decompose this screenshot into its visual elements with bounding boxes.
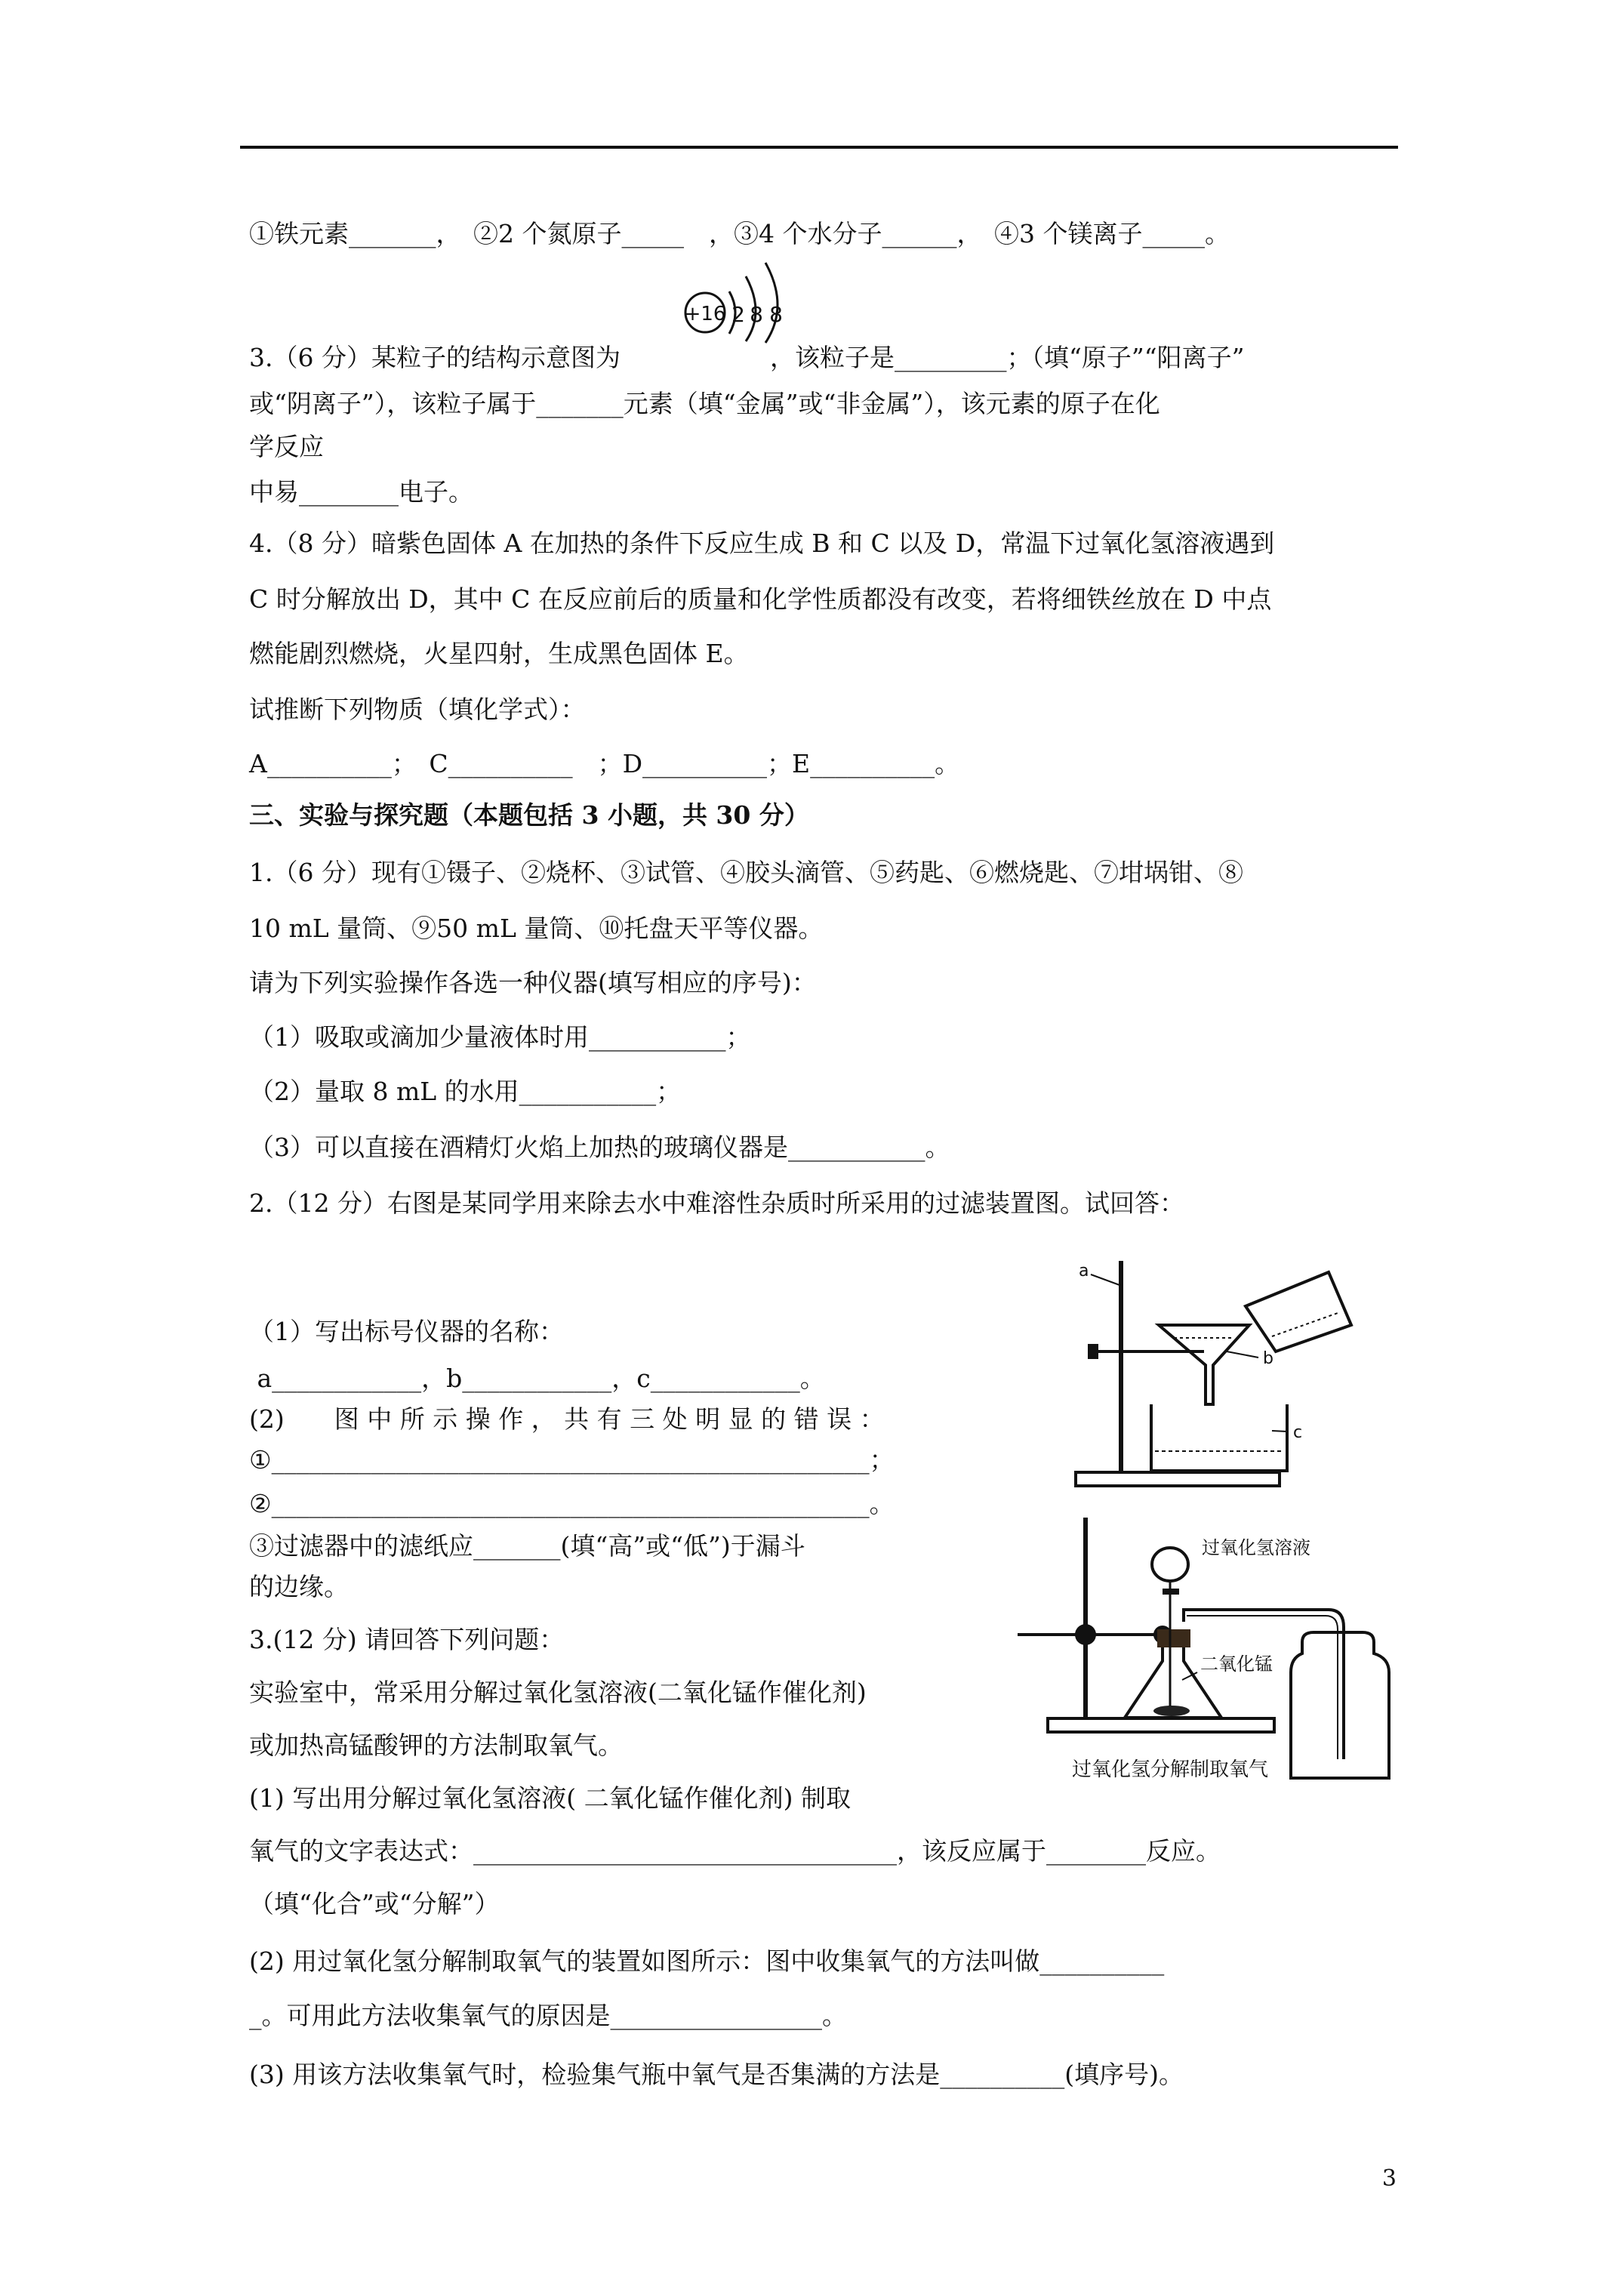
- beaker: [1151, 1404, 1287, 1471]
- s3-q3-a2: 氧气的文字表达式：__________________________________，该反应属于________反应。: [249, 1836, 1221, 1866]
- q3-line-3: 学反应: [249, 432, 324, 461]
- s3-q2-a: （1）写出标号仪器的名称：: [249, 1317, 564, 1346]
- q3-line-2: 或“阴离子”），该粒子属于_______元素（填“金属”或“非金属”），该元素的原子在化: [249, 389, 1160, 418]
- s3-q1-line-1: 1.（6 分）现有①镊子、②烧杯、③试管、④胶头滴管、⑤药匙、⑥燃烧匙、⑦坩埚钳、⑧: [249, 858, 1243, 887]
- s3-q3-line-3: 或加热高锰酸钾的方法制取氧气。: [249, 1730, 623, 1760]
- clamp-knob: [1088, 1344, 1098, 1359]
- s3-q2-b: (2) 图 中 所 示 操 作 ， 共 有 三 处 明 显 的 错 误 ：: [249, 1404, 885, 1434]
- delivery-tube-inner: [1187, 1616, 1338, 1759]
- label-mno2: 二氧化锰: [1200, 1653, 1273, 1675]
- stand-base: [1076, 1472, 1280, 1486]
- s3-q1-a: （1）吸取或滴加少量液体时用___________；: [249, 1022, 751, 1052]
- pouring-beaker: [1246, 1272, 1351, 1351]
- gas-collecting-bottle: [1291, 1632, 1389, 1778]
- s3-q3-line-1: 3.(12 分) 请回答下列问题：: [249, 1625, 565, 1654]
- section3-title: 三、实验与探究题（本题包括 3 小题，共 30 分）: [249, 800, 809, 830]
- stand-base: [1048, 1718, 1274, 1732]
- q4-line-1: 4.（8 分）暗紫色固体 A 在加热的条件下反应生成 B 和 C 以及 D，常温下过氧化氢溶液遇到: [249, 529, 1275, 558]
- s3-q1-c: （3）可以直接在酒精灯火焰上加热的玻璃仪器是___________。: [249, 1133, 950, 1162]
- q4-line-2: C 时分解放出 D，其中 C 在反应前后的质量和化学性质都没有改变，若将细铁丝放在 D 中点: [249, 584, 1272, 614]
- page-number: 3: [1381, 2165, 1397, 2192]
- label-b: b: [1263, 1349, 1273, 1368]
- label-h2o2: 过氧化氢溶液: [1202, 1537, 1310, 1558]
- s3-q2-b2: ②________________________________________________。: [249, 1489, 895, 1518]
- header-rule: [240, 146, 1398, 149]
- label-b-leader: [1227, 1351, 1258, 1358]
- filtration-apparatus-figure: [1046, 1253, 1363, 1502]
- s3-q1-line-2: 10 mL 量筒、⑨50 mL 量筒、⑩托盘天平等仪器。: [249, 914, 824, 943]
- s3-q1-line-3: 请为下列实验操作各选一种仪器(填写相应的序号)：: [249, 968, 817, 997]
- s3-q2-b4: 的边缘。: [249, 1572, 349, 1601]
- s3-q3-a3: （填“化合”或“分解”）: [249, 1889, 500, 1918]
- flask-stopper: [1157, 1629, 1190, 1647]
- q2-chem-symbols-line: ①铁元素_______， ②2 个氮原子_____ ，③4 个水分子______， ④3 个镁离子_____。: [249, 219, 1230, 248]
- atom-structure-diagram: [682, 254, 811, 344]
- s3-q2-a-blanks: a____________，b____________，c____________。: [249, 1364, 825, 1393]
- nucleus-charge: +16: [684, 303, 726, 325]
- funnel: [1159, 1325, 1249, 1404]
- s3-q3-b1: (2) 用过氧化氢分解制取氧气的装置如图所示：图中收集氧气的方法叫做__________: [249, 1946, 1165, 1976]
- s3-q3-line-2: 实验室中，常采用分解过氧化氢溶液(二氧化锰作催化剂): [249, 1678, 867, 1707]
- s3-q1-b: （2）量取 8 mL 的水用___________；: [249, 1077, 682, 1106]
- dropping-funnel-bulb: [1152, 1548, 1188, 1581]
- figure-caption: 过氧化氢分解制取氧气: [1072, 1758, 1269, 1781]
- label-a-leader: [1091, 1274, 1119, 1285]
- s3-q3-b2: _。可用此方法收集氧气的原因是_________________。: [249, 2001, 847, 2030]
- s3-q3-a1: (1) 写出用分解过氧化氢溶液( 二氧化锰作催化剂) 制取: [249, 1783, 851, 1813]
- label-c-leader: [1272, 1431, 1287, 1432]
- clamp-screw-1: [1075, 1624, 1096, 1645]
- shell-electrons-1: 2: [731, 302, 745, 327]
- s3-q2-b1: ①________________________________________________；: [249, 1445, 895, 1475]
- s3-q2-line-1: 2.（12 分）右图是某同学用来除去水中难溶性杂质时所采用的过滤装置图。试回答：: [249, 1188, 1184, 1218]
- mno2-powder: [1153, 1706, 1190, 1716]
- shell-electrons-3: 8: [769, 302, 783, 327]
- q3-line-1: 3.（6 分）某粒子的结构示意图为 ，该粒子是_________；（填“原子”“阳离子”: [249, 343, 1245, 372]
- label-a: a: [1079, 1262, 1089, 1281]
- s3-q2-b3: ③过滤器中的滤纸应_______(填“高”或“低”)于漏斗: [249, 1531, 805, 1561]
- q3-line-4: 中易________电子。: [249, 477, 473, 507]
- q4-line-5: A__________； C__________ ；D__________；E__________。: [249, 749, 960, 778]
- label-c: c: [1293, 1423, 1303, 1442]
- q4-line-4: 试推断下列物质（填化学式）：: [249, 695, 586, 724]
- s3-q3-c: (3) 用该方法收集氧气时，检验集气瓶中氧气是否集满的方法是__________(填序号)。: [249, 2060, 1184, 2089]
- q4-line-3: 燃能剧烈燃烧，火星四射，生成黑色固体 E。: [249, 639, 749, 668]
- shell-electrons-2: 8: [750, 302, 763, 327]
- oxygen-apparatus-figure: [1012, 1510, 1404, 1804]
- stopcock: [1163, 1589, 1179, 1595]
